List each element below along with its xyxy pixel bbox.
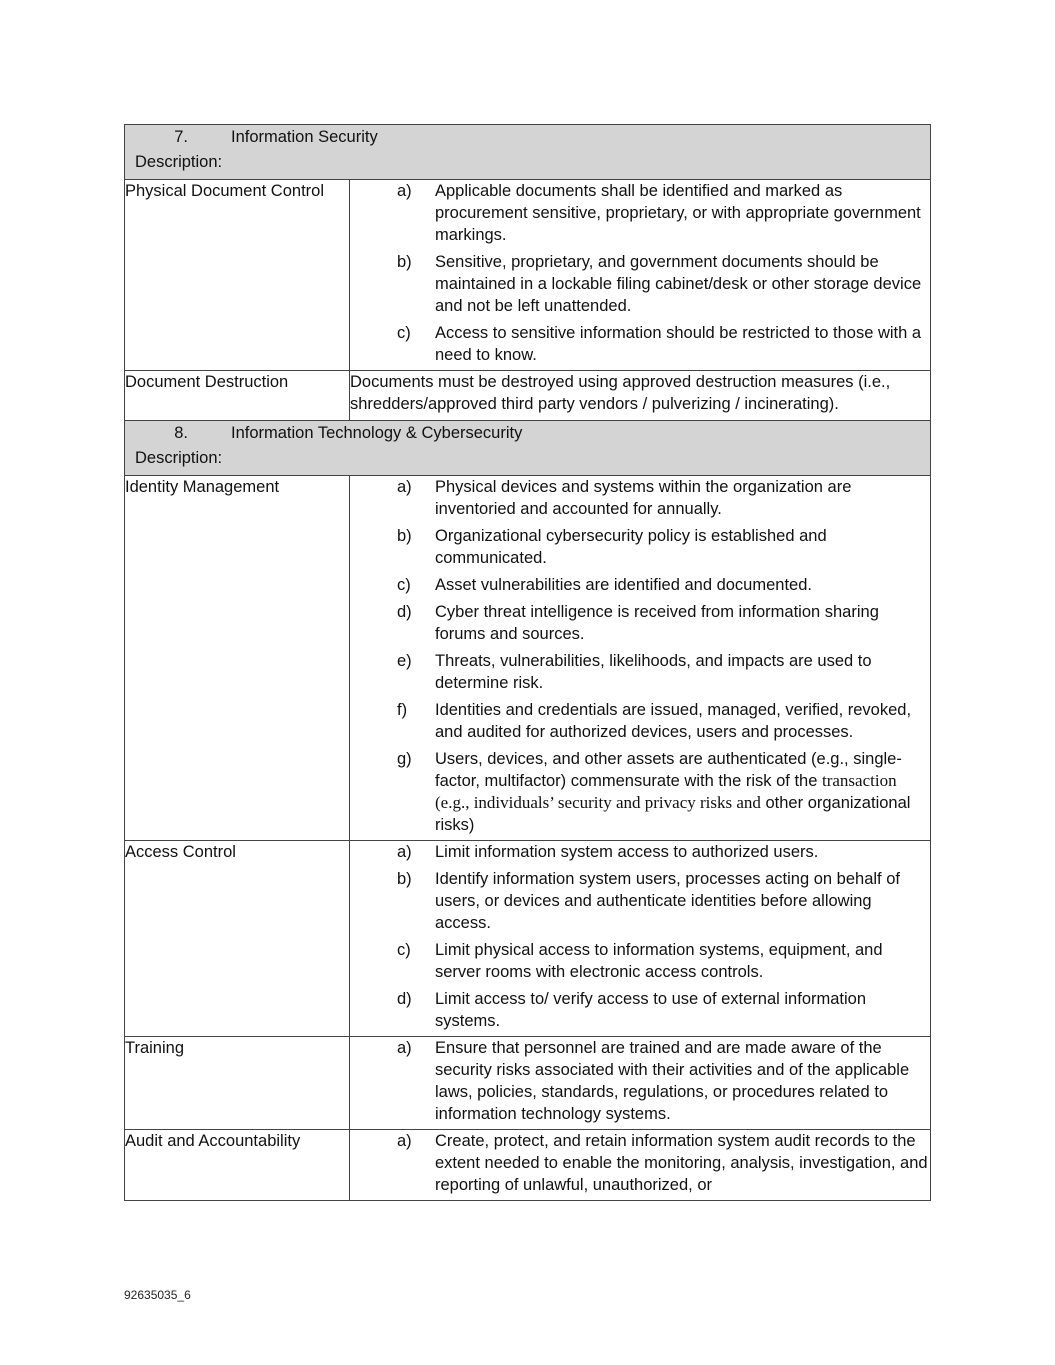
row-physical-document-control	[125, 180, 931, 371]
item-letter: a)	[397, 843, 412, 861]
item-letter: a)	[397, 1132, 412, 1150]
item-text: Sensitive, proprietary, and government documents should be maintained in a lockable filing cabinet/desk or other storage device and not be left unattended.	[435, 253, 922, 315]
item-text: Ensure that personnel are trained and are made aware of the security risks associated with their activities and of the applicable laws, policies, standards, regulations, or procedures related to information technology systems.	[435, 1039, 910, 1123]
list-item	[350, 525, 930, 569]
row-label: Document Destruction	[125, 371, 350, 421]
item-text: Physical devices and systems within the organization are inventoried and accounted for annually.	[435, 478, 852, 518]
policy-table	[124, 124, 931, 1201]
list-item	[350, 322, 930, 366]
description-label: Description:	[135, 449, 223, 467]
row-label: Physical Document Control	[125, 180, 350, 371]
section-number: 7.	[174, 128, 188, 146]
row-label: Access Control	[125, 841, 350, 1037]
row-text: Documents must be destroyed using approved destruction measures (i.e., shredders/approved third party vendors / pulverizing / incinerating).	[350, 371, 931, 421]
section-header-information-security	[125, 125, 931, 180]
item-letter: c)	[397, 941, 411, 959]
item-letter: g)	[397, 750, 412, 768]
list-item	[350, 841, 930, 863]
item-text: Access to sensitive information should be restricted to those with a need to know.	[435, 324, 922, 364]
section-title: Information Technology & Cybersecurity	[231, 424, 523, 442]
list-item	[350, 988, 930, 1032]
row-training	[125, 1037, 931, 1130]
list-item	[350, 699, 930, 743]
section-title: Information Security	[231, 128, 378, 146]
item-letter: a)	[397, 1039, 412, 1057]
list-item	[350, 476, 930, 520]
list-item	[350, 748, 930, 836]
item-letter: b)	[397, 527, 412, 545]
item-letter: e)	[397, 652, 412, 670]
row-label: Identity Management	[125, 476, 350, 841]
item-text: Applicable documents shall be identified and marked as procurement sensitive, proprietary, or with appropriate government markings.	[435, 182, 921, 244]
item-text: Asset vulnerabilities are identified and documented.	[435, 576, 812, 594]
item-letter: b)	[397, 253, 412, 271]
section-number: 8.	[174, 424, 188, 442]
list-item	[350, 251, 930, 317]
item-text: Create, protect, and retain information system audit records to the extent needed to enable the monitoring, analysis, investigation, and reporting of unlawful, unauthorized, or	[435, 1132, 928, 1194]
row-document-destruction	[125, 371, 931, 421]
list-item	[350, 939, 930, 983]
item-text: Users, devices, and other assets are authenticated (e.g., single-factor, multifactor) commensurate with the risk of the transaction (e.g., individuals’ security and privacy risks and other organizational risks)	[435, 750, 911, 834]
item-letter: f)	[397, 701, 408, 719]
row-label: Audit and Accountability	[125, 1130, 350, 1201]
item-text: Limit information system access to authorized users.	[435, 843, 819, 861]
document-id: 92635035_6	[124, 1288, 191, 1302]
item-text: Limit access to/ verify access to use of external information systems.	[435, 990, 867, 1030]
item-letter: c)	[397, 324, 411, 342]
row-audit-and-accountability	[125, 1130, 931, 1201]
item-text: Cyber threat intelligence is received from information sharing forums and sources.	[435, 603, 879, 643]
row-access-control	[125, 841, 931, 1037]
item-text: Threats, vulnerabilities, likelihoods, and impacts are used to determine risk.	[435, 652, 872, 692]
item-text: Limit physical access to information systems, equipment, and server rooms with electronic access controls.	[435, 941, 883, 981]
item-text: Identify information system users, processes acting on behalf of users, or devices and authenticate identities before allowing access.	[435, 870, 900, 932]
list-item	[350, 650, 930, 694]
section-header-information-technology	[125, 421, 931, 476]
list-item	[350, 574, 930, 596]
item-letter: a)	[397, 182, 412, 200]
item-letter: a)	[397, 478, 412, 496]
item-text: Organizational cybersecurity policy is established and communicated.	[435, 527, 827, 567]
item-letter: b)	[397, 870, 412, 888]
list-item	[350, 1130, 930, 1196]
row-identity-management	[125, 476, 931, 841]
item-letter: c)	[397, 576, 411, 594]
list-item	[350, 868, 930, 934]
item-text: Identities and credentials are issued, managed, verified, revoked, and audited for authorized devices, users and processes.	[435, 701, 912, 741]
row-label: Training	[125, 1037, 350, 1130]
list-item	[350, 180, 930, 246]
item-letter: d)	[397, 603, 412, 621]
list-item	[350, 601, 930, 645]
list-item	[350, 1037, 930, 1125]
description-label: Description:	[135, 153, 223, 171]
item-letter: d)	[397, 990, 412, 1008]
